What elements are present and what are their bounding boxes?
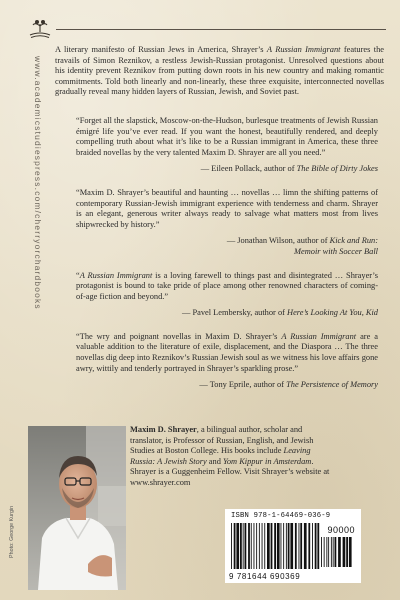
blurb-eprile: “The wry and poignant novellas in Maxim D. Shrayer’s A Russian Immigrant are a valuable addition to the literature of exile, displacement, and the Diaspora … The three novellas dig deep into Reznikov’s Russian Jewish soul as we witness his love affairs gone awry, wittily and tenderly portrayed in Shrayer’s sparkling prose.”: [76, 331, 378, 373]
barcode-bar: [317, 523, 319, 569]
barcode-bar: [243, 523, 244, 569]
author-name: Maxim D. Shrayer: [130, 425, 197, 434]
author-photo: [28, 426, 126, 590]
barcode-bar: [300, 523, 302, 569]
barcode-bar: [251, 523, 252, 569]
barcode-bar: [315, 523, 317, 569]
barcode-bar: [328, 537, 329, 567]
blurb-wilson-attribution-line2: Memoir with Soccer Ball: [294, 246, 378, 256]
barcode-bar: [254, 523, 255, 569]
cherry-orchard-logo-icon: [28, 18, 52, 40]
barcode-bar: [288, 523, 290, 569]
blurb-eprile-attribution: — Tony Eprile, author of The Persistence of Memory: [199, 380, 378, 390]
barcode-bar: [231, 523, 232, 569]
author-bio: Maxim D. Shrayer, a bilingual author, scholar and translator, is Professor of Russian, English, and Jewish Studies at Boston College. His books include Leaving Russia: A Jewish Story and Yom Kippur in Amsterdam. Shrayer is a Guggenheim Fellow. Visit Shrayer’s website at www.shrayer.com: [130, 425, 330, 487]
blurb-pollack: “Forget all the slapstick, Moscow-on-the-Hudson, burlesque treatments of Jewish Russian émigré life you’ve ever read. If you want the honest, beautifully rendered, and deeply compelling truth about what it’s like to be a Russian immigrant in America, these three braided novellas by the very talented Maxim D. Shrayer are all you need.”: [76, 115, 378, 157]
barcode-bar: [295, 523, 297, 569]
top-divider: [56, 29, 386, 30]
barcode-bar: [321, 537, 322, 567]
barcode-bar: [236, 523, 239, 569]
blurb-lembersky-attribution: — Pavel Lembersky, author of Here’s Looking At You, Kid: [181, 308, 378, 318]
barcode-bar: [299, 523, 300, 569]
publisher-url[interactable]: www.academicstudiespress.com/cherryorchardbooks: [33, 56, 43, 310]
barcode-bar: [256, 523, 257, 569]
book-title: A Russian Immigrant: [266, 45, 341, 54]
barcode-bar: [286, 523, 287, 569]
barcode-bar: [324, 537, 325, 567]
barcode-bar: [234, 523, 236, 569]
barcode-bar: [264, 523, 265, 569]
barcode-bar: [346, 537, 348, 567]
blurb-wilson-attribution: — Jonathan Wilson, author of Kick and Run:: [226, 236, 378, 246]
barcode-bar: [283, 523, 284, 569]
barcode-bar: [326, 537, 327, 567]
addon-barcode-icon: [321, 537, 355, 569]
barcode-bar: [262, 523, 263, 569]
barcode-bar: [331, 537, 332, 567]
barcode-bar: [240, 523, 242, 569]
back-cover-text: [55, 45, 384, 404]
barcode-bar: [290, 523, 293, 569]
author-photo-image: [28, 426, 126, 590]
isbn-barcode-box: [225, 509, 361, 583]
barcode-bar: [248, 523, 250, 569]
barcode-bar: [245, 523, 247, 569]
blurb-wilson: “Maxim D. Shrayer’s beautiful and haunting … novellas … limn the shifting patterns of contemporary Russian-Jewish immigrant experience with tenderness and charm. Shrayer is an elegant, generous writer always ready to salvage what matters most from lives shipwrecked by history.”: [76, 187, 378, 229]
barcode-bar: [274, 523, 276, 569]
barcode-bar: [271, 523, 273, 569]
photo-credit: Photo: George Kurgin: [9, 505, 15, 558]
barcode-bar: [349, 537, 352, 567]
price-code: 90000: [327, 525, 355, 535]
barcode-bar: [259, 523, 260, 569]
isbn-number: ISBN 978-1-64469-036-9: [231, 512, 331, 520]
barcode-bar: [343, 537, 346, 567]
barcode-icon: [231, 521, 323, 573]
barcode-bar: [304, 523, 307, 569]
ean-digits: 9 781644 690369: [229, 572, 301, 581]
barcode-bar: [312, 523, 313, 569]
blurb-pollack-attribution: — Eileen Pollack, author of The Bible of Dirty Jokes: [200, 164, 378, 174]
barcode-bar: [338, 537, 341, 567]
barcode-bar: [277, 523, 280, 569]
barcode-bar: [267, 523, 270, 569]
barcode-bar: [333, 537, 334, 567]
barcode-bar: [335, 537, 337, 567]
barcode-bar: [308, 523, 310, 569]
barcode-bar: [281, 523, 282, 569]
book-description: A literary manifesto of Russian Jews in America, Shrayer’s A Russian Immigrant features the travails of Simon Reznikov, a restless Jewish-Russian protagonist. Unresolved questions about his identity prevent Reznikov from putting down roots in his new country and making romantic commitments. Told both linearly and non-linearly, these three exquisite, interconnected novellas gradually reveal many hidden layers of Russian, Jewish, and Soviet past.: [55, 45, 384, 97]
blurb-lembersky: “A Russian Immigrant is a loving farewell to things past and disintegrated … Shrayer’s protagonist is bound to take pride of place among other renowned characters of coming-of-age fiction and beyond.”: [76, 270, 378, 301]
